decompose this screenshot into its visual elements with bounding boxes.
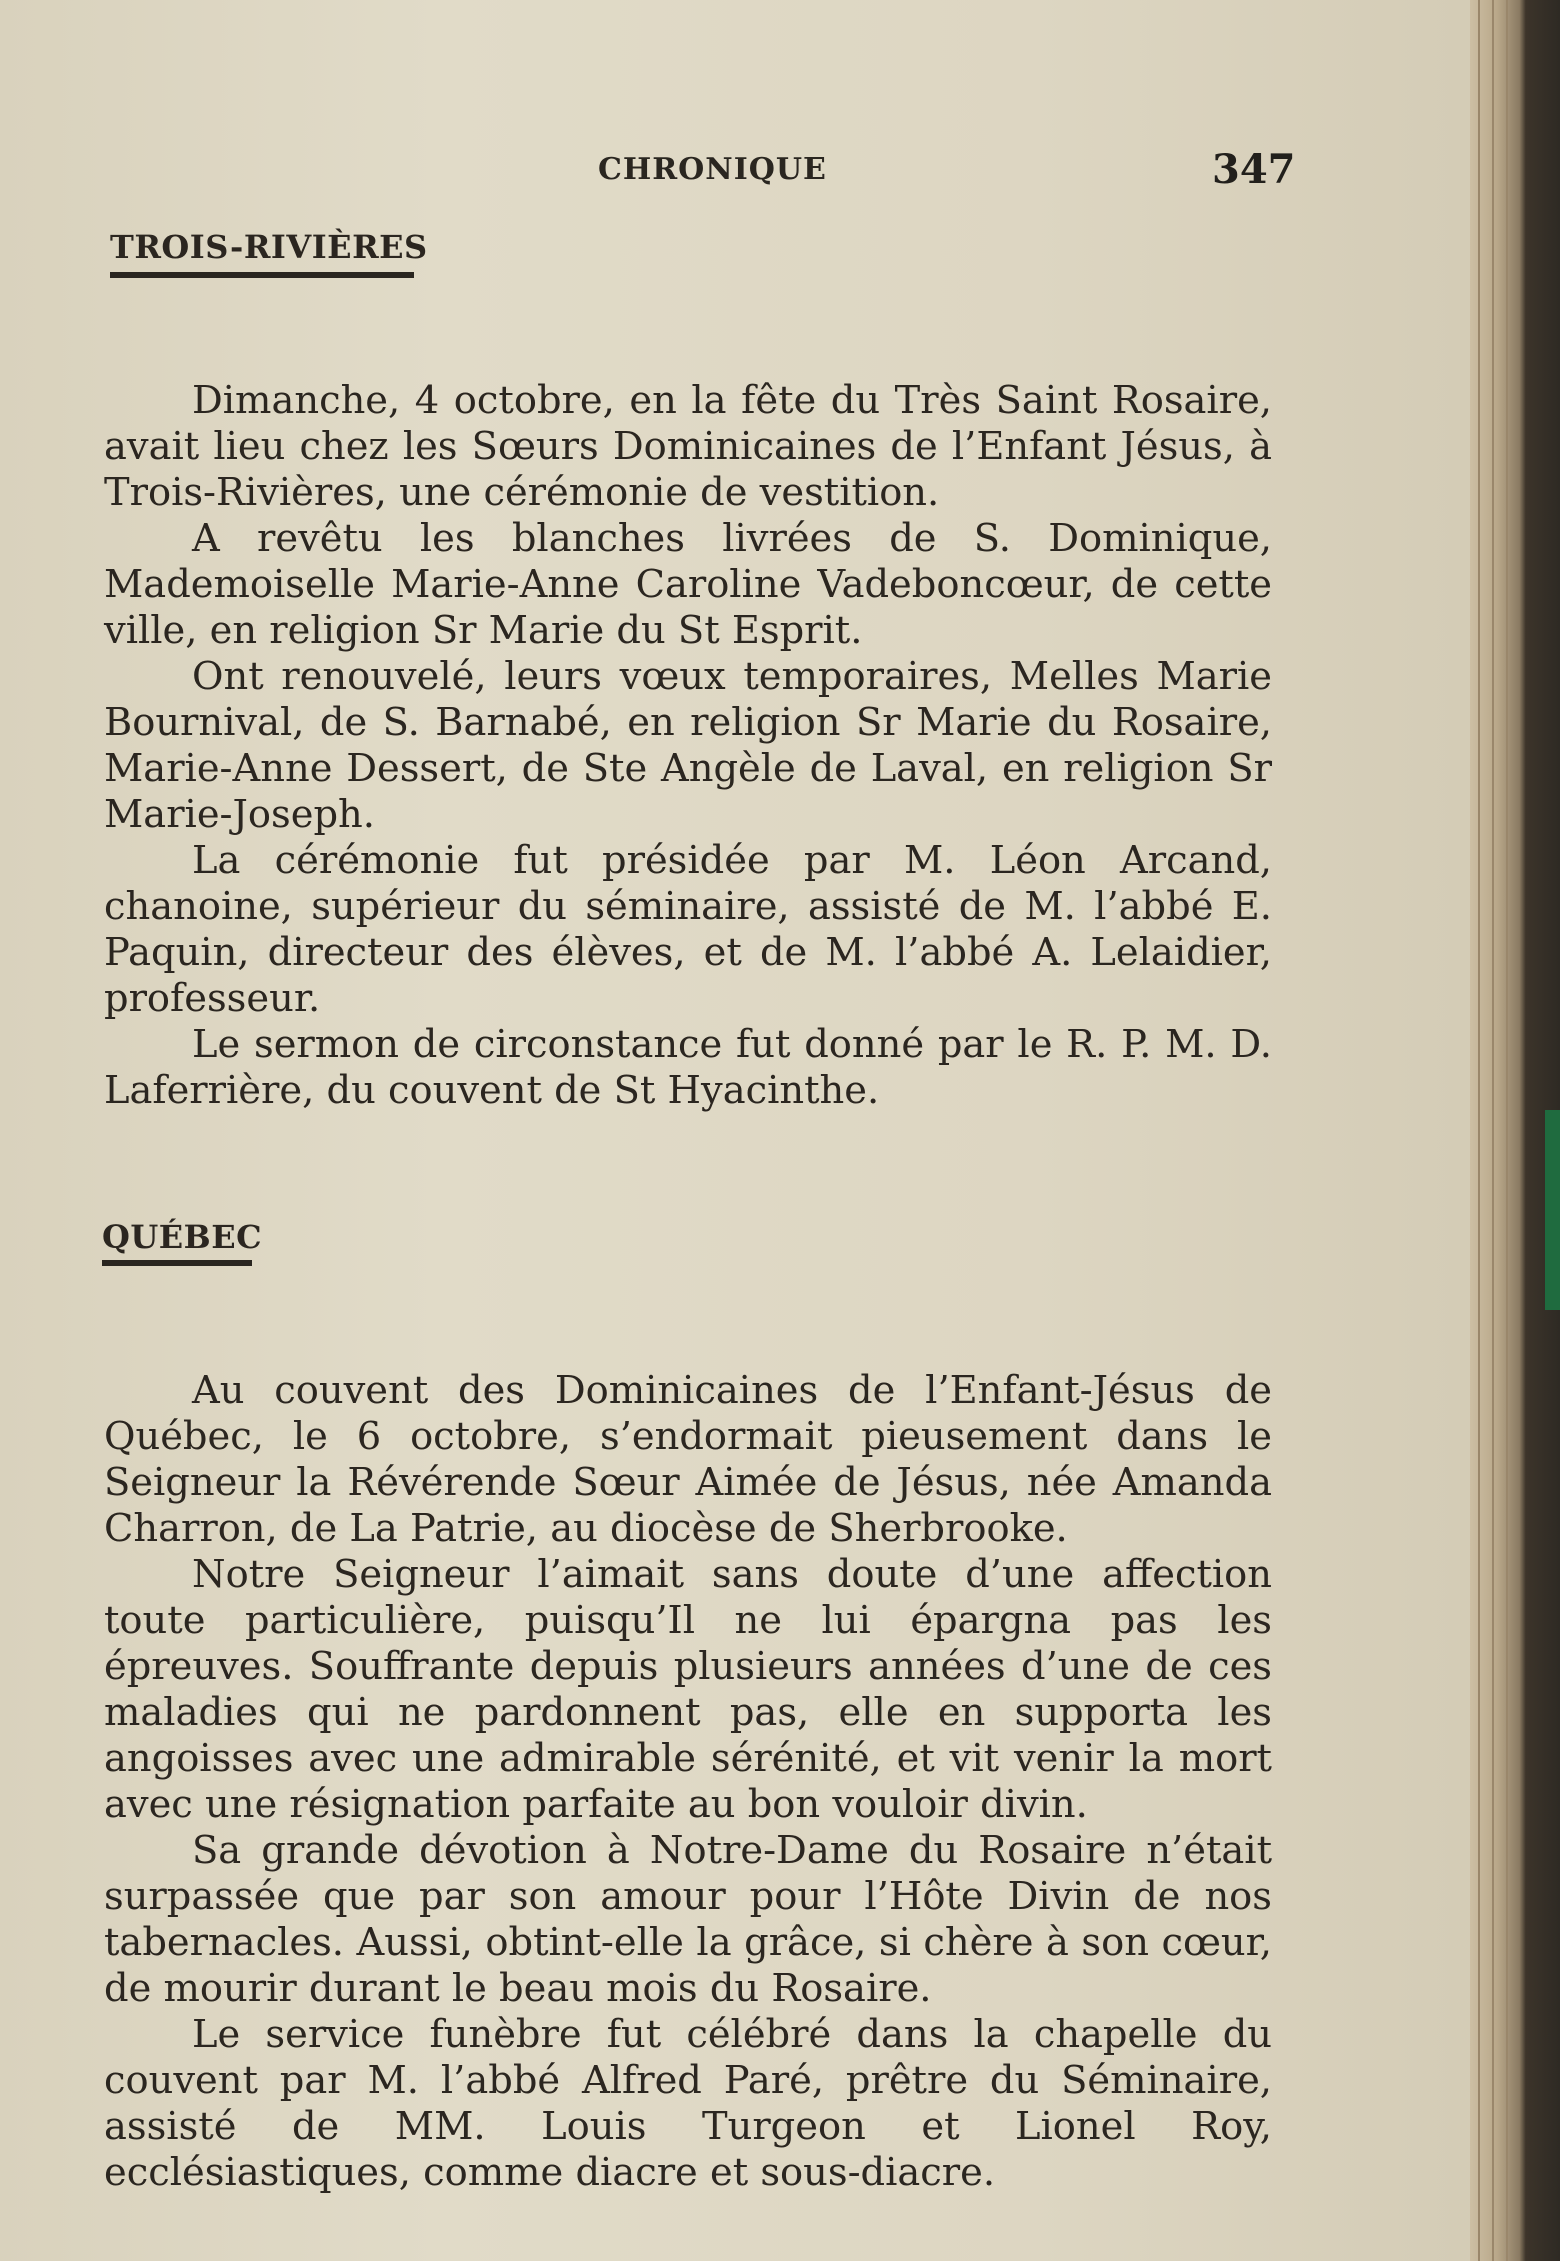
section-heading-quebec: QUÉBEC <box>102 1218 263 1256</box>
edge-line <box>1506 0 1508 2261</box>
edge-line <box>1492 0 1494 2261</box>
paragraph: Le sermon de circonstance fut donné par le R. P. M. D. Laferrière, du couvent de St Hyacinthe. <box>104 1022 1272 1113</box>
page-number: 347 <box>1212 146 1296 193</box>
section-underline <box>102 1260 252 1266</box>
green-tab <box>1545 1110 1560 1310</box>
paragraph: La cérémonie fut présidée par M. Léon Arcand, chanoine, supérieur du séminaire, assisté de M. l’abbé E. Paquin, directeur des élèves, et de M. l’abbé A. Lelaidier, professeur. <box>104 838 1272 1021</box>
paragraph: Au couvent des Dominicaines de l’Enfant-Jésus de Québec, le 6 octobre, s’endormait pieusement dans le Seigneur la Révérende Sœur Aimée de Jésus, née Amanda Charron, de La Patrie, au diocèse de Sherbrooke. <box>104 1368 1272 1551</box>
edge-line <box>1478 0 1480 2261</box>
paragraph: Dimanche, 4 octobre, en la fête du Très Saint Rosaire, avait lieu chez les Sœurs Dominicaines de l’Enfant Jésus, à Trois-Rivières, une cérémonie de vestition. <box>104 378 1272 515</box>
paragraph: Notre Seigneur l’aimait sans doute d’une affection toute particulière, puisqu’Il ne lui épargna pas les épreuves. Souffrante depuis plusieurs années d’une de ces maladies qui ne pardonnent pas, elle en supporta les angoisses avec une admirable sérénité, et vit venir la mort avec une résignation parfaite au bon vouloir divin. <box>104 1552 1272 1827</box>
running-title: CHRONIQUE <box>598 152 827 187</box>
section-underline <box>110 272 414 278</box>
section-body-quebec <box>104 1368 1272 2196</box>
paragraph: Ont renouvelé, leurs vœux temporaires, Melles Marie Bournival, de S. Barnabé, en religion Sr Marie du Rosaire, Marie-Anne Dessert, de Ste Angèle de Laval, en religion Sr Marie-Joseph. <box>104 654 1272 837</box>
paragraph: Le service funèbre fut célébré dans la chapelle du couvent par M. l’abbé Alfred Paré, prêtre du Séminaire, assisté de MM. Louis Turgeon et Lionel Roy, ecclésiastiques, comme diacre et sous-diacre. <box>104 2012 1272 2195</box>
paragraph: A revêtu les blanches livrées de S. Dominique, Mademoiselle Marie-Anne Caroline Vadeboncœur, de cette ville, en religion Sr Marie du St Esprit. <box>104 516 1272 653</box>
paragraph: Sa grande dévotion à Notre-Dame du Rosaire n’était surpassée que par son amour pour l’Hôte Divin de nos tabernacles. Aussi, obtint-elle la grâce, si chère à son cœur, de mourir durant le beau mois du Rosaire. <box>104 1828 1272 2011</box>
section-heading-trois-rivieres: TROIS-RIVIÈRES <box>110 228 428 266</box>
section-body-trois-rivieres <box>104 378 1272 1114</box>
